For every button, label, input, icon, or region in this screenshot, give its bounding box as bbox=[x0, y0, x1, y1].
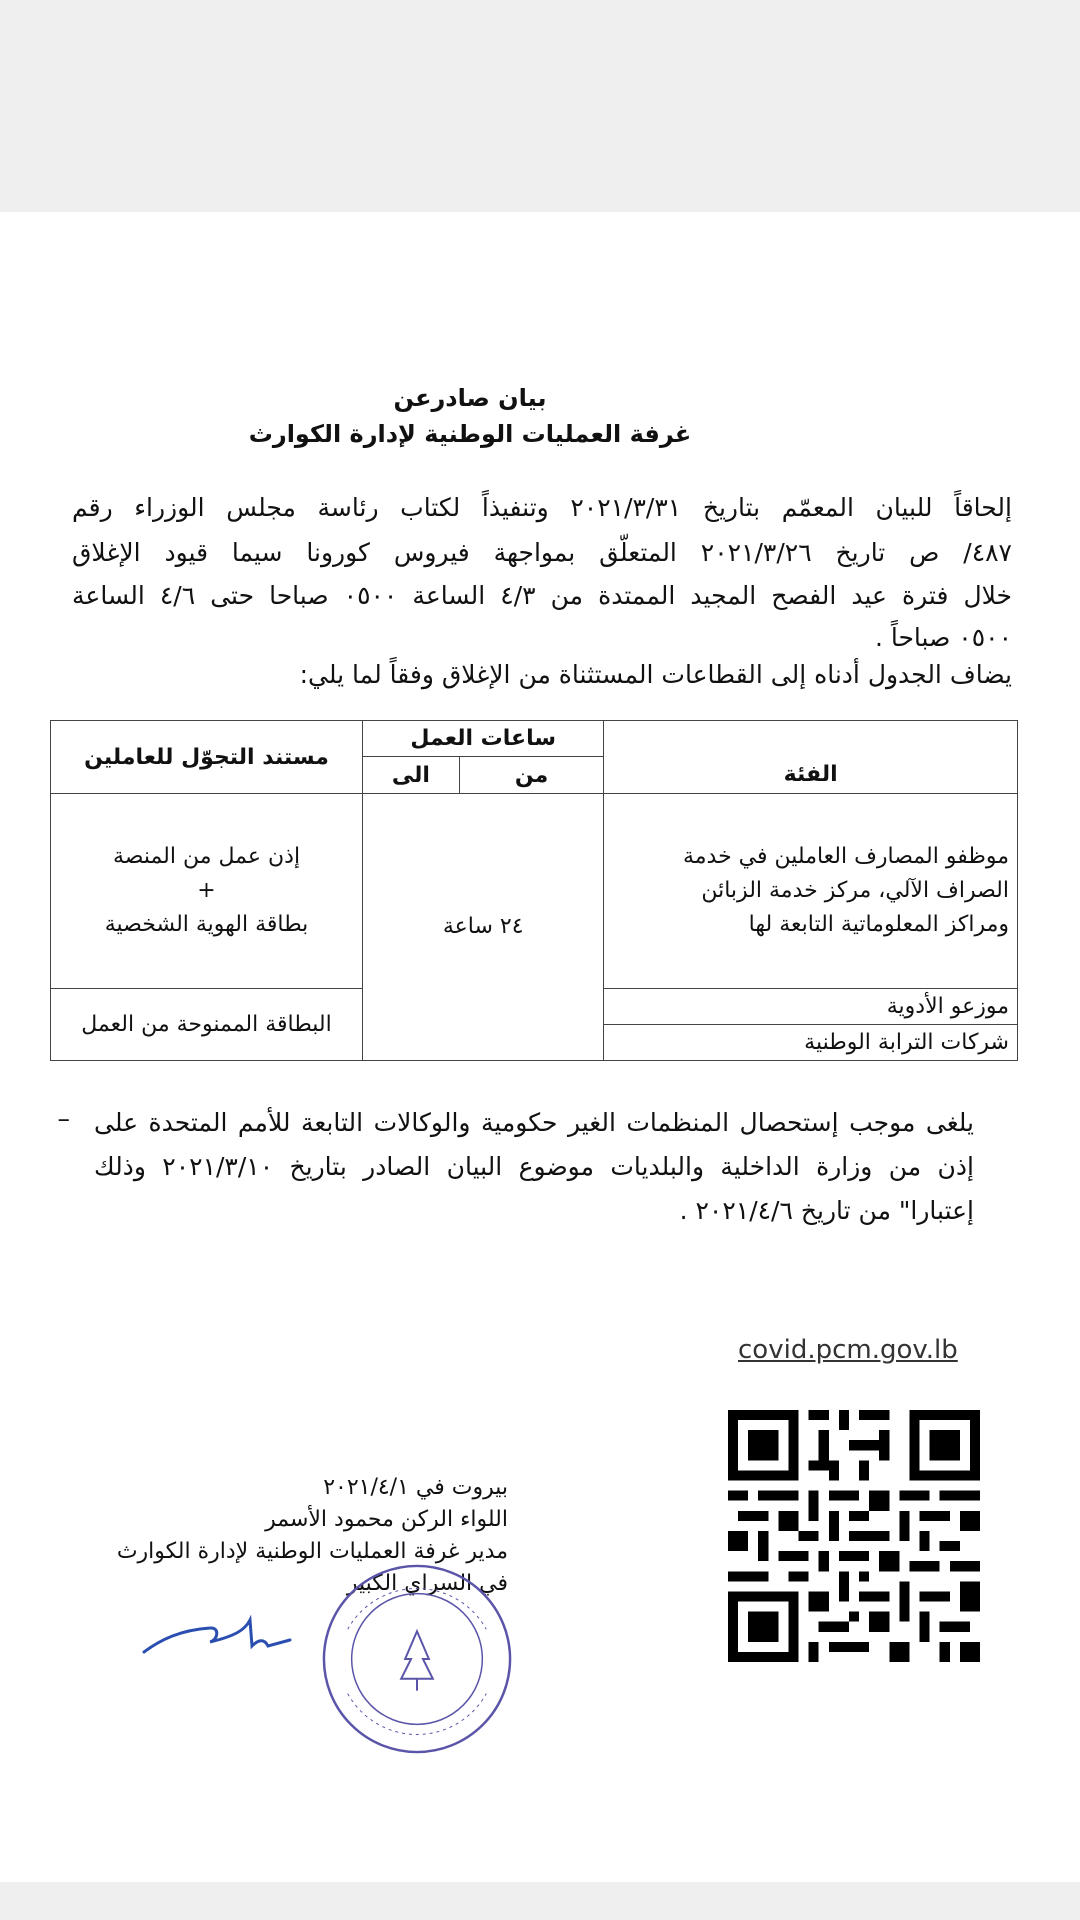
exempt-sectors-table bbox=[50, 720, 1018, 1061]
covid-website-link[interactable]: covid.pcm.gov.lb bbox=[738, 1335, 958, 1365]
row-banks-line-2: الصراف الآلي، مركز خدمة الزبائن bbox=[701, 878, 1009, 903]
bottom-gray-band bbox=[0, 1882, 1080, 1920]
header-from: من bbox=[459, 757, 604, 794]
row-banks-document bbox=[51, 794, 363, 989]
row-pharma-category: موزعو الأدوية bbox=[604, 989, 1018, 1025]
doc-plus-sign: + bbox=[197, 878, 216, 903]
row-banks-line-3: ومراكز المعلوماتية التابعة لها bbox=[748, 912, 1009, 937]
body-line-2: ٤٨٧/ ص تاريخ ٢٠٢١/٣/٢٦ المتعلّق بمواجهة فيروس كورونا سيما قيود الإغلاق bbox=[72, 538, 1012, 567]
sig-location: في السراي الكبير bbox=[346, 1571, 508, 1596]
sig-position: مدير غرفة العمليات الوطنية لإدارة الكوارث bbox=[116, 1539, 508, 1564]
note-line-1: يلغى موجب إستحصال المنظمات الغير حكومية والوكالات التابعة للأمم المتحدة على bbox=[94, 1108, 974, 1137]
top-gray-band bbox=[0, 0, 1080, 212]
sig-place-date: بيروت في ٢٠٢١/٤/١ bbox=[323, 1475, 508, 1500]
header-category: الفئة bbox=[604, 721, 1018, 794]
sig-name: اللواء الركن محمود الأسمر bbox=[265, 1507, 508, 1532]
doc-id-card: بطاقة الهوية الشخصية bbox=[104, 912, 309, 937]
row-banks-line-1: موظفو المصارف العاملين في خدمة bbox=[682, 844, 1009, 869]
row-employer-card-document: البطاقة الممنوحة من العمل bbox=[51, 989, 363, 1061]
header-to: الى bbox=[363, 757, 460, 794]
body-line-5: يضاف الجدول أدناه إلى القطاعات المستثناة من الإغلاق وفقاً لما يلي: bbox=[299, 660, 1012, 689]
statement-title: بيان صادرعن bbox=[393, 384, 547, 412]
hours-cell: ٢٤ ساعة bbox=[363, 794, 604, 1061]
note-line-2: إذن من وزارة الداخلية والبلديات موضوع البيان الصادر بتاريخ ٢٠٢١/٣/١٠ وذلك bbox=[94, 1152, 974, 1181]
header-working-hours: ساعات العمل bbox=[363, 721, 604, 757]
body-line-4: ٠٥٠٠ صباحاً . bbox=[874, 623, 1012, 652]
header-movement-document: مستند التجوّل للعاملين bbox=[51, 721, 363, 794]
note-dash: – bbox=[57, 1104, 70, 1133]
issuer-title: غرفة العمليات الوطنية لإدارة الكوارث bbox=[248, 420, 692, 448]
doc-platform-permit: إذن عمل من المنصة bbox=[112, 844, 301, 869]
body-line-1: إلحاقاً للبيان المعمّم بتاريخ ٢٠٢١/٣/٣١ وتنفيذاً لكتاب رئاسة مجلس الوزراء رقم bbox=[72, 493, 1012, 522]
row-cement-category: شركات الترابة الوطنية bbox=[604, 1025, 1018, 1061]
official-stamp bbox=[318, 1560, 516, 1758]
note-line-3: إعتبارا" من تاريخ ٢٠٢١/٤/٦ . bbox=[679, 1196, 974, 1225]
handwritten-signature bbox=[140, 1600, 300, 1660]
row-banks-category bbox=[604, 794, 1018, 989]
qr-code-icon[interactable] bbox=[728, 1410, 980, 1662]
body-line-3: خلال فترة عيد الفصح المجيد الممتدة من ٤/٣ الساعة ٠٥٠٠ صباحا حتى ٤/٦ الساعة bbox=[72, 581, 1013, 610]
